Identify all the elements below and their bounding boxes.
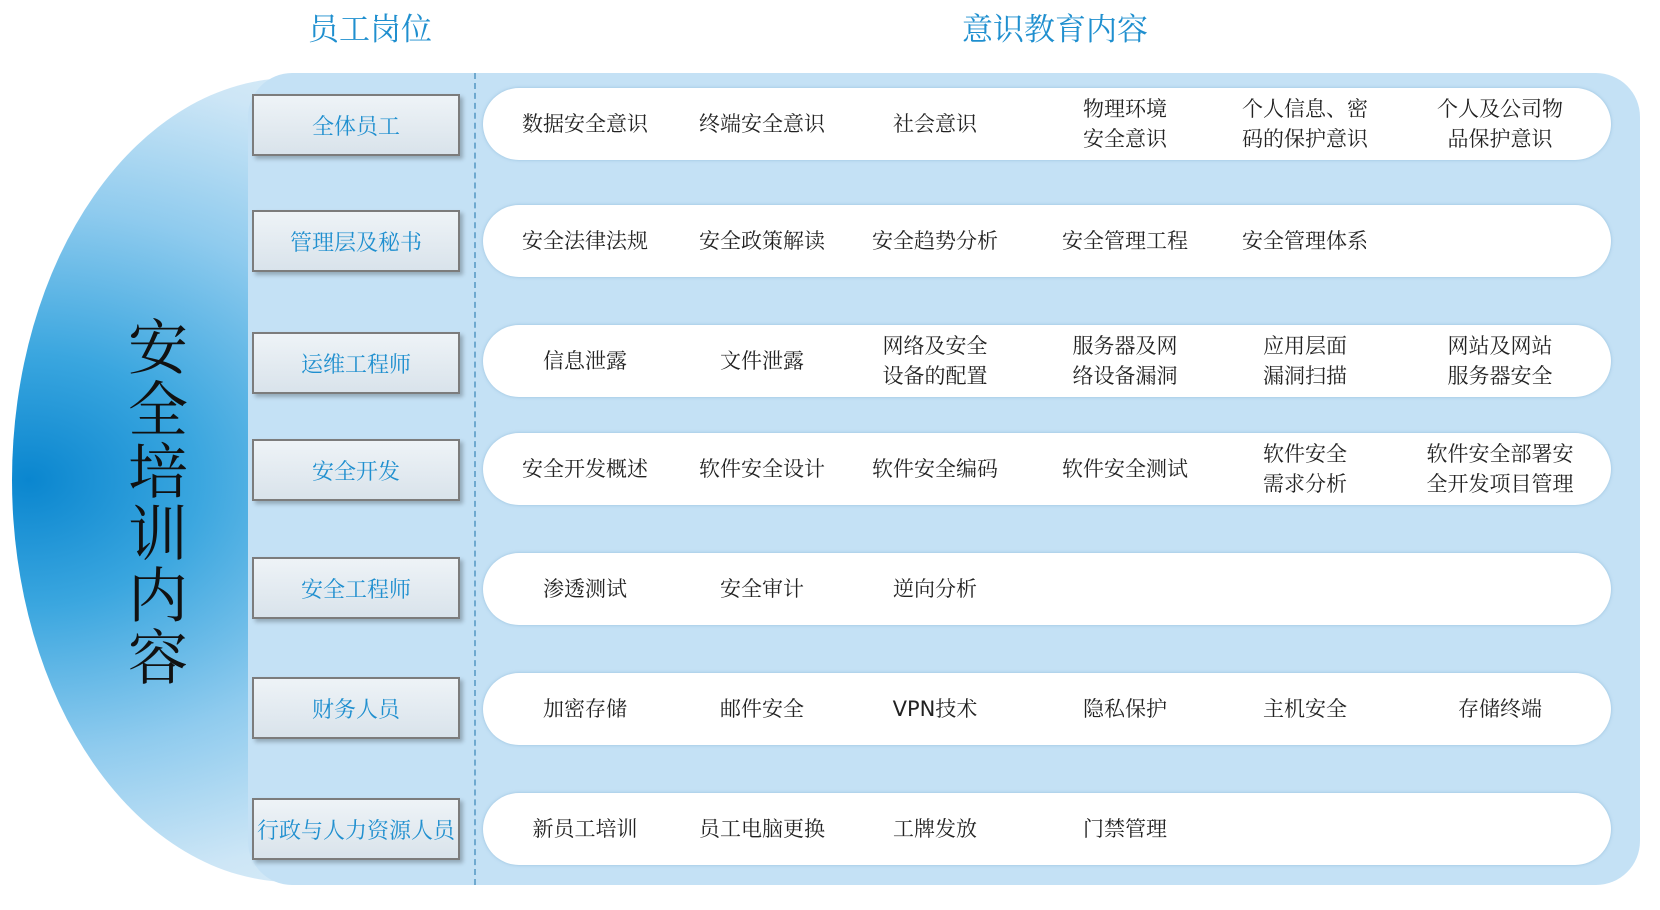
content-item: 安全政策解读: [699, 229, 825, 253]
content-item: 加密存储: [543, 697, 627, 721]
role-label: 管理层及秘书: [289, 230, 422, 256]
content-item: 社会意识: [893, 112, 977, 136]
content-item: 渗透测试: [543, 577, 627, 601]
content-item: 信息泄露: [543, 349, 627, 373]
role-button: [252, 677, 460, 739]
content-item: 数据安全意识: [522, 112, 648, 136]
content-row: [483, 88, 1611, 160]
content-item: 隐私保护: [1083, 697, 1167, 721]
content-item: 逆向分析: [893, 577, 977, 601]
role-label: 财务人员: [311, 697, 400, 723]
content-column-header: 意识教育内容: [962, 12, 1148, 48]
content-row: [483, 553, 1611, 625]
content-row: [483, 205, 1611, 277]
main-title: 安全培训内容: [128, 314, 188, 694]
content-item: 物理环境 安全意识: [1083, 97, 1167, 151]
content-item: 网络及安全 设备的配置: [882, 334, 988, 388]
role-label: 全体员工: [311, 114, 400, 140]
content-item: 终端安全意识: [699, 112, 825, 136]
content-item: 邮件安全: [720, 697, 804, 721]
content-item: 软件安全编码: [872, 457, 998, 481]
role-button: [252, 557, 460, 619]
role-label: 安全开发: [311, 459, 400, 485]
content-row: [483, 325, 1611, 397]
role-button: [252, 210, 460, 272]
content-item: 软件安全设计: [699, 457, 825, 481]
content-item: 应用层面 漏洞扫描: [1263, 334, 1347, 388]
content-row: [483, 793, 1611, 865]
content-item: 服务器及网 络设备漏洞: [1072, 334, 1178, 388]
content-item: 软件安全部署安 全开发项目管理: [1426, 442, 1574, 496]
content-item: 个人信息、密 码的保护意识: [1242, 97, 1368, 151]
role-button: [252, 94, 460, 156]
content-item: 安全开发概述: [522, 457, 648, 481]
role-label: 行政与人力资源人员: [256, 818, 455, 844]
role-button: [252, 798, 460, 860]
content-item: 员工电脑更换: [699, 817, 825, 841]
content-item: 门禁管理: [1083, 817, 1167, 841]
content-item: 安全审计: [720, 577, 804, 601]
role-button: [252, 332, 460, 394]
content-item: 存储终端: [1458, 697, 1542, 721]
content-item: 安全管理体系: [1242, 229, 1368, 253]
content-item: 主机安全: [1263, 697, 1347, 721]
content-item: VPN技术: [892, 697, 978, 721]
content-item: 个人及公司物 品保护意识: [1437, 97, 1563, 151]
content-item: 软件安全 需求分析: [1263, 442, 1347, 496]
role-label: 运维工程师: [300, 352, 411, 378]
content-row: [483, 673, 1611, 745]
column-divider: [474, 73, 476, 885]
roles-column-header: 员工岗位: [308, 12, 432, 48]
content-item: 安全法律法规: [522, 229, 648, 253]
content-item: 软件安全测试: [1062, 457, 1188, 481]
content-item: 网站及网站 服务器安全: [1447, 334, 1553, 388]
content-row: [483, 433, 1611, 505]
content-item: 文件泄露: [720, 349, 804, 373]
content-item: 安全管理工程: [1062, 229, 1188, 253]
content-item: 安全趋势分析: [872, 229, 998, 253]
content-item: 新员工培训: [532, 817, 638, 841]
content-item: 工牌发放: [893, 817, 977, 841]
role-label: 安全工程师: [300, 577, 411, 603]
role-button: [252, 439, 460, 501]
